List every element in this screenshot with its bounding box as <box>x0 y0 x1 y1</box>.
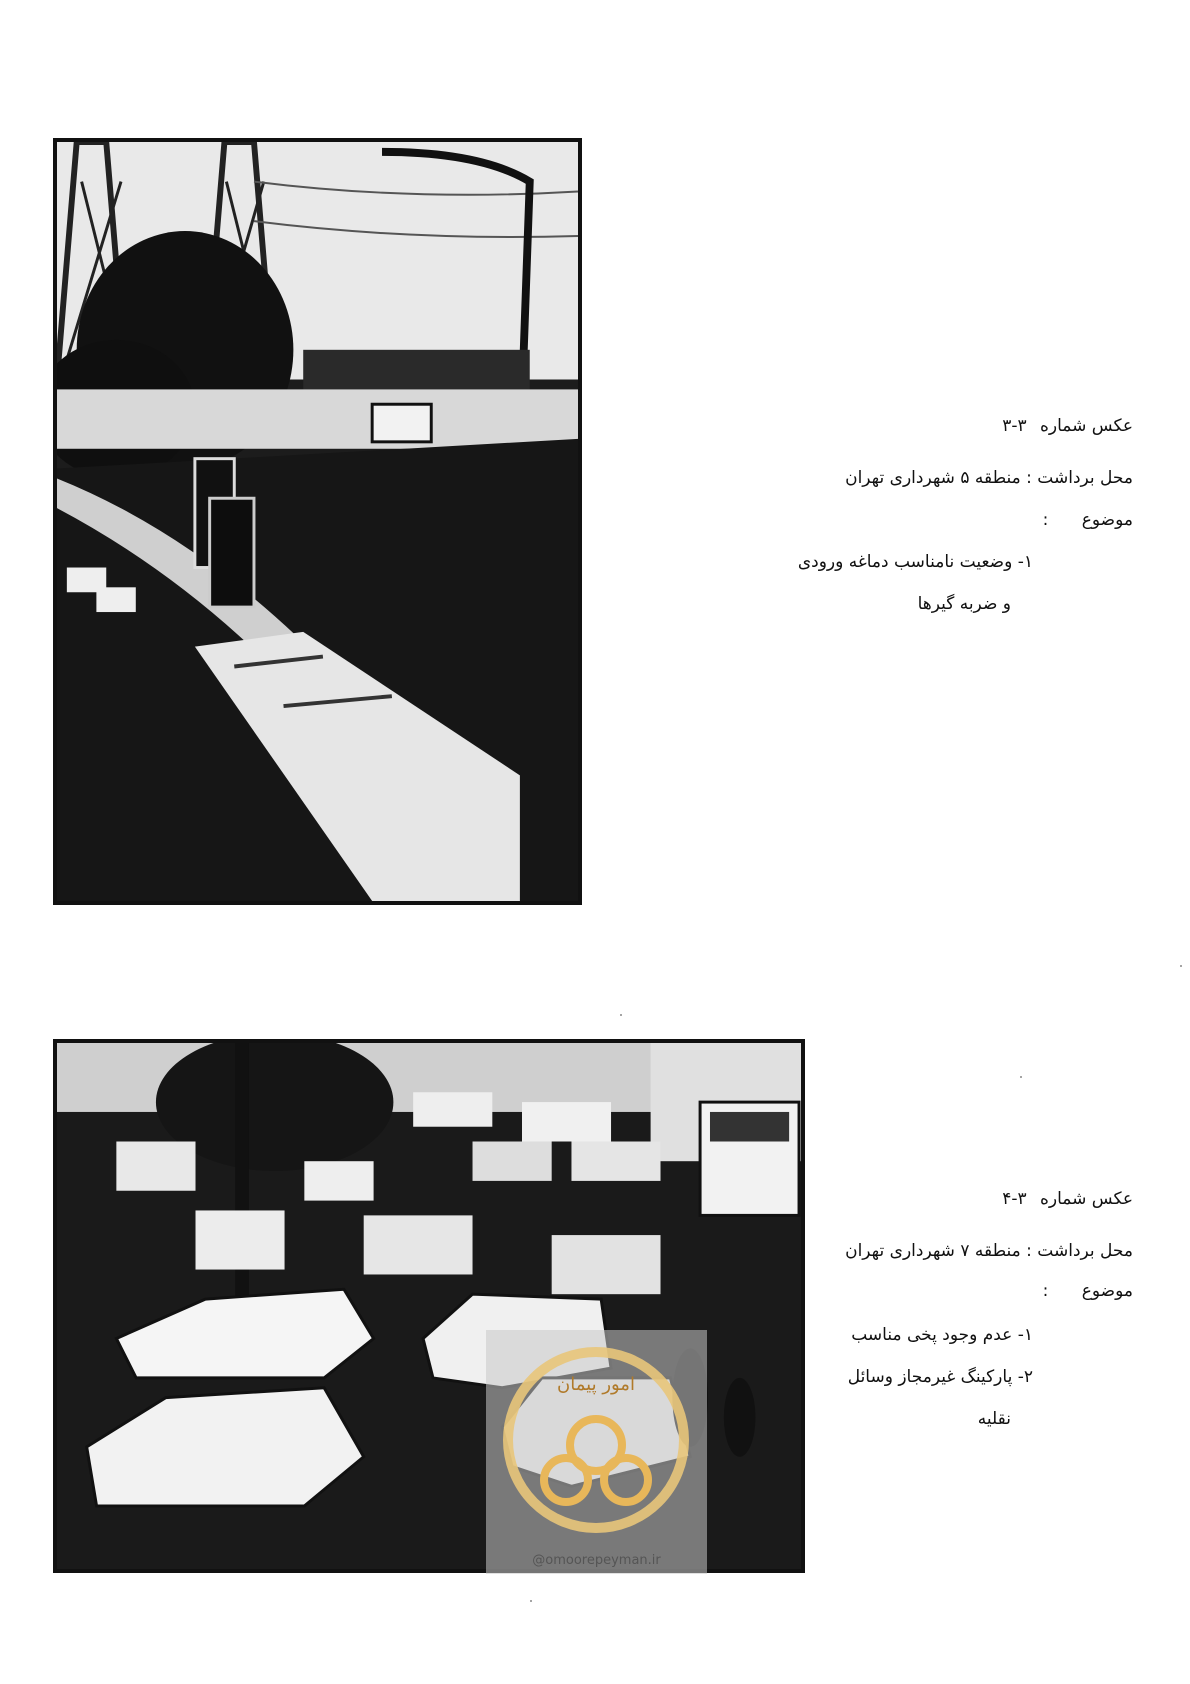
photo-1-subject-label: موضوع <box>1081 510 1133 530</box>
photo-2-subject-line <box>1043 1283 1133 1300</box>
watermark-url: @omoorepeyman.ir <box>532 1553 661 1568</box>
photo-1-title-line <box>1002 418 1133 435</box>
photo-1-number: ۳-۳ <box>1002 416 1027 436</box>
photo-2-caption <box>773 1189 1133 1429</box>
photo-2-item-3: نقلیه <box>977 1409 1011 1429</box>
photo-1-item-1: ۱- وضعیت نامناسب دماغه ورودی <box>797 552 1033 572</box>
photo-2-item-1: ۱- عدم وجود پخی مناسب <box>851 1325 1033 1345</box>
scan-speck <box>620 1014 622 1016</box>
photo-1-title: عکس شماره <box>1040 416 1133 436</box>
photo-road-median <box>53 138 582 905</box>
watermark-logo-text: امور پیمان <box>557 1374 635 1395</box>
photo-1-caption <box>773 418 1133 618</box>
photo-road-median-image <box>57 142 578 901</box>
photo-2-subject-label: موضوع <box>1081 1281 1133 1301</box>
photo-1-item-2: و ضربه گیرها <box>917 594 1011 614</box>
scan-speck <box>1020 1076 1022 1078</box>
photo-2-item-2: ۲- پارکینگ غیرمجاز وسائل <box>847 1367 1033 1387</box>
watermark-logo-icon <box>486 1330 707 1550</box>
photo-2-number: ۳-۴ <box>1002 1189 1027 1209</box>
photo-1-location: محل برداشت : منطقه ۵ شهرداری تهران <box>845 468 1133 488</box>
watermark <box>486 1330 707 1574</box>
photo-1-subject-line <box>1043 512 1133 529</box>
photo-2-title: عکس شماره <box>1040 1189 1133 1209</box>
scan-speck <box>1180 965 1182 967</box>
scan-speck <box>530 1600 532 1602</box>
photo-2-title-line <box>1002 1191 1133 1208</box>
photo-2-subject-colon: : <box>1042 1281 1049 1301</box>
photo-1-subject-colon: : <box>1042 510 1049 530</box>
photo-2-location: محل برداشت : منطقه ۷ شهرداری تهران <box>845 1241 1133 1261</box>
